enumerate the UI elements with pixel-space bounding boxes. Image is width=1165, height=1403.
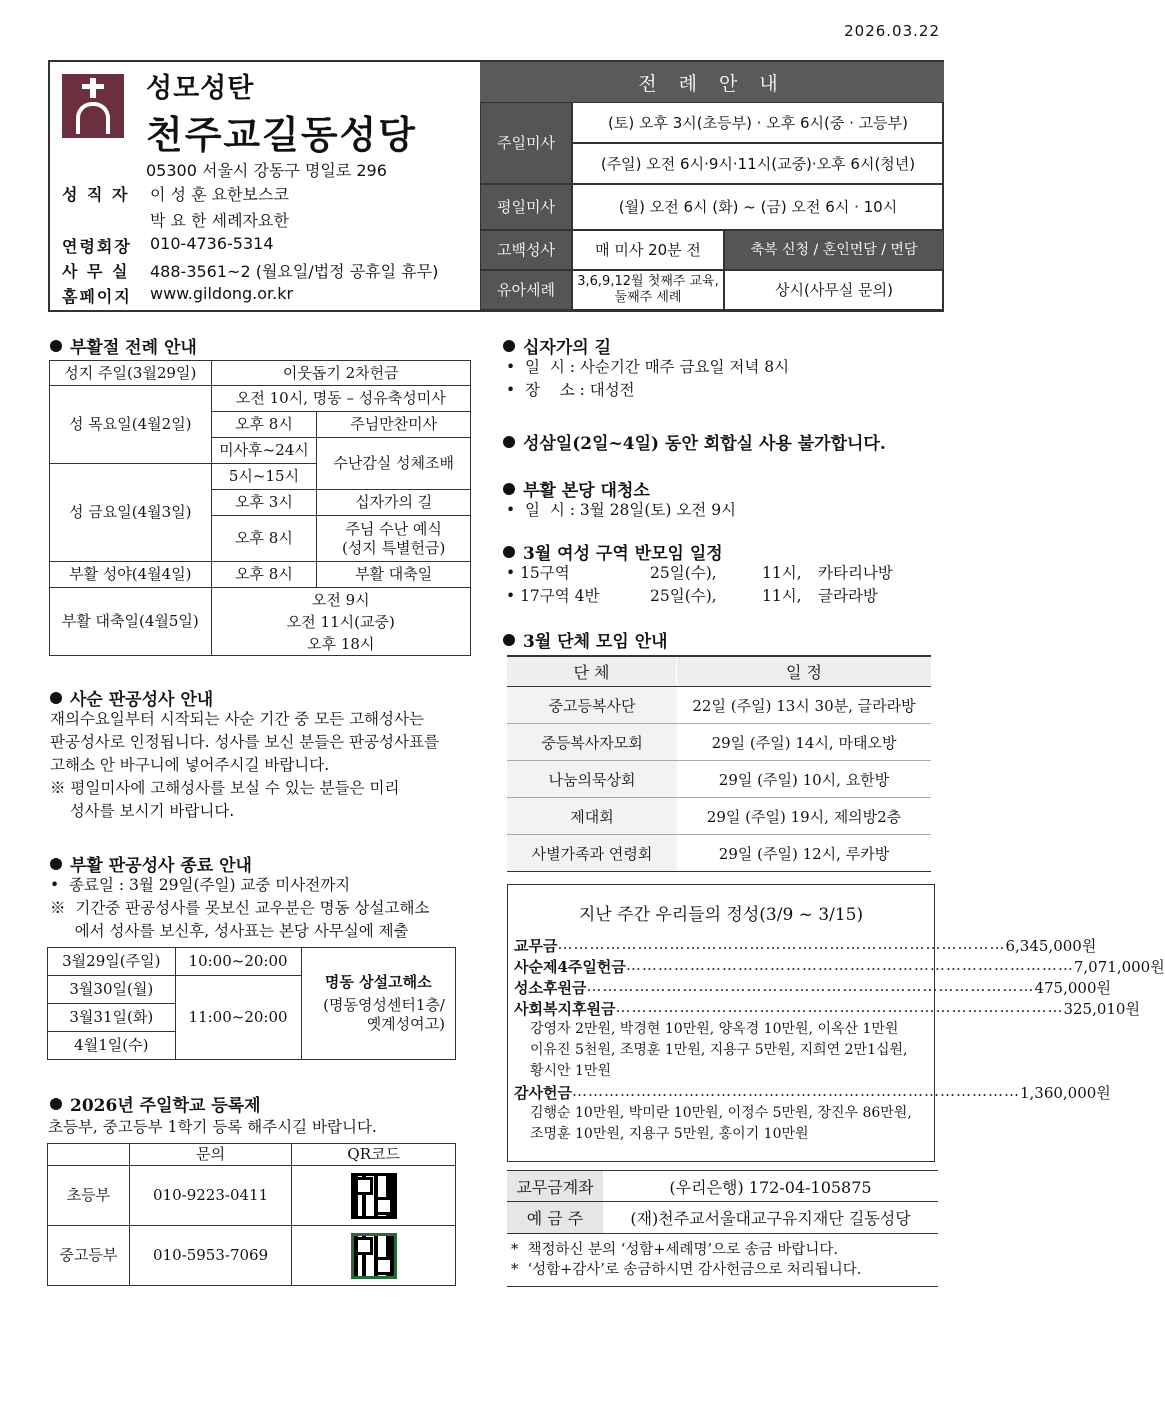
groups-title: 3월 단체 모임 안내	[503, 627, 668, 652]
sunday-school-desc: 초등부, 중고등부 1학기 등록 해주시길 바랍니다.	[48, 1118, 377, 1136]
lent-confession-text: 재의수요일부터 시작되는 사순 기간 중 모든 고해성사는 판공성사로 인정됩니다. 성사를 보신 분들은 판공성사표를 고해소 안 바구니에 넣어주시길 바랍니다. ※ 평일미사에 고해성사를 보실 수 있는 분들은 미리 성사를 보시기 바랍니다.	[50, 710, 439, 820]
confession-end-text: • 종료일 : 3월 29일(주일) 교중 미사전까지 ※ 기간중 판공성사를 못보신 교우분은 명동 상설고해소 에서 성사를 보신후, 성사표는 본당 사무실에 제출	[50, 876, 430, 940]
church-name: 천주교길동성당	[146, 113, 417, 157]
sunday-mass-label: 주일미사	[480, 102, 572, 184]
baptism-schedule: 3,6,9,12월 첫째주 교육, 둘째주 세례	[572, 270, 724, 310]
donation-line: 사회복지후원금 ………………………………………………………………………… 325,010원	[514, 998, 1140, 1018]
header-box	[48, 60, 944, 312]
donations-title: 지난 주간 우리들의 정성(3/9 ~ 3/15)	[578, 905, 864, 925]
notice-meeting-room: 성삼일(2일~4일) 동안 회합실 사용 불가합니다.	[503, 429, 886, 454]
lent-confession-title: 사순 판공성사 안내	[50, 685, 213, 710]
blessing-request: 축복 신청 / 혼인면담 / 면담	[724, 230, 944, 270]
cross-text: • 일 시 : 사순기간 매주 금요일 저녁 8시 • 장 소 : 대성전	[506, 358, 790, 399]
easter-table: 성지 주일(3월29일) 이웃돕기 2차헌금 성 목요일(4월2일) 오전 10시, 명동 – 성유축성미사 오후 8시 주님만찬미사 미사후~24시 수난감실 성체조배 성 금요일(4월3일) 5시~15시 오후 3시 십자가의 길 오후 8시 주님 수난 예식 (성지 특별헌금) 부활 성야(4월4일) 오후 8시 부활 대축일 부활 대축일(4월5일) 오전 9시 오전 11시(교중) 오후 18시	[49, 360, 471, 656]
cleaning-text: • 일 시 : 3월 28일(토) 오전 9시	[506, 501, 737, 519]
sunday-mass-2: (주일) 오전 6시·9시·11시(교중)·오후 6시(청년)	[572, 143, 944, 184]
info-funeral: 연령회장 010-4736-5314	[62, 234, 274, 256]
donation-line: 사순제4주일헌금 ………………………………………………………………………… 7,071,000원	[514, 956, 1165, 976]
donation-line: 성소후원금 ………………………………………………………………………… 475,000원	[514, 977, 1111, 997]
church-info	[50, 62, 480, 310]
church-subtitle: 성모성탄	[146, 73, 255, 104]
donations-box	[507, 884, 1165, 1162]
weekday-mass: (월) 오전 6시 (화) ~ (금) 오전 6시 · 10시	[572, 184, 944, 230]
sunday-mass-1: (토) 오후 3시(초등부) · 오후 6시(중 · 고등부)	[572, 102, 944, 143]
baptism-label: 유아세례	[480, 270, 572, 310]
info-homepage: 홈페이지 www.gildong.or.kr	[62, 284, 294, 306]
weekday-mass-label: 평일미사	[480, 184, 572, 230]
confession-end-title: 부활 판공성사 종료 안내	[50, 851, 252, 876]
donation-line: 교무금 ………………………………………………………………………… 6,345,000원	[514, 935, 1097, 955]
cleaning-title: 부활 본당 대청소	[503, 476, 650, 501]
groups-table: 단 체 일 정 중고등복사단 22일 (주일) 13시 30분, 글라라방 중등복사자모회 29일 (주일) 14시, 마태오방 나눔의묵상회 29일 (주일) 10시, 요한방 제대회 29일 (주일) 19시, 제의방2층 사별가족과 연령회 29일 (주일) 12시, 루카방	[507, 655, 931, 872]
bulletin-date: 2026.03.22	[844, 22, 940, 40]
easter-title: 부활절 전례 안내	[50, 333, 197, 358]
info-priest: 성 직 자 이 성 훈 요한보스코	[62, 185, 289, 204]
donation-line: 감사헌금 ………………………………………………………………………… 1,360,000원	[514, 1082, 1111, 1102]
donor-names: 강영자 2만원, 박경현 10만원, 양옥경 10만원, 이옥산 1만원 이유진 5천원, 조명훈 1만원, 지용구 5만원, 지희연 2만1십원, 황시안 1만원	[530, 1021, 908, 1079]
account-table: 교무금계좌 (우리은행) 172-04-105875 예 금 주 (재)천주교서울대교구유지재단 길동성당 * 책정하신 분의 ‘성함+세례명’으로 송금 바랍니다. * ‘성함+감사’로 송금하시면 감사헌금으로 처리됩니다.	[507, 1170, 938, 1287]
info-office: 사 무 실 488-3561~2 (월요일/법정 공휴일 휴무)	[62, 262, 439, 281]
qr-code-icon[interactable]	[351, 1173, 397, 1219]
confession-schedule-table: 3월29일(주일) 10:00~20:00 명동 상설고해소 (명동영성센터1층/ 옛계성여고) 3월30일(월) 11:00~20:00 3월31일(화) 4월1일(수)	[47, 947, 456, 1060]
confession-label: 고백성사	[480, 230, 572, 270]
confession-time: 매 미사 20분 전	[572, 230, 724, 270]
liturgy-panel	[480, 62, 944, 310]
info-priest-2: 박 요 한 세례자요한	[150, 211, 289, 230]
church-address: 05300 서울시 강동구 명일로 296	[146, 161, 387, 180]
anytime-inquiry: 상시(사무실 문의)	[724, 270, 944, 310]
cross-title: 십자가의 길	[503, 333, 611, 358]
sunday-school-table: 문의 QR코드 초등부 010-9223-0411 중고등부 010-5953-7069	[47, 1143, 456, 1286]
women-title: 3월 여성 구역 반모임 일정	[503, 539, 723, 564]
sunday-school-title: 2026년 주일학교 등록제	[50, 1091, 261, 1116]
liturgy-title: 전 례 안 내	[480, 62, 944, 102]
donor-names: 김행순 10만원, 박미란 10만원, 이정수 5만원, 장진우 86만원, 조명훈 10만원, 지용구 5만원, 홍이기 10만원	[530, 1105, 912, 1142]
qr-code-icon[interactable]	[351, 1233, 397, 1279]
women-schedule: • 15구역 25일(수), 11시, 카타리나방 • 17구역 4반 25일(수), 11시, 글라라방	[506, 564, 893, 605]
church-logo-icon	[62, 74, 124, 138]
